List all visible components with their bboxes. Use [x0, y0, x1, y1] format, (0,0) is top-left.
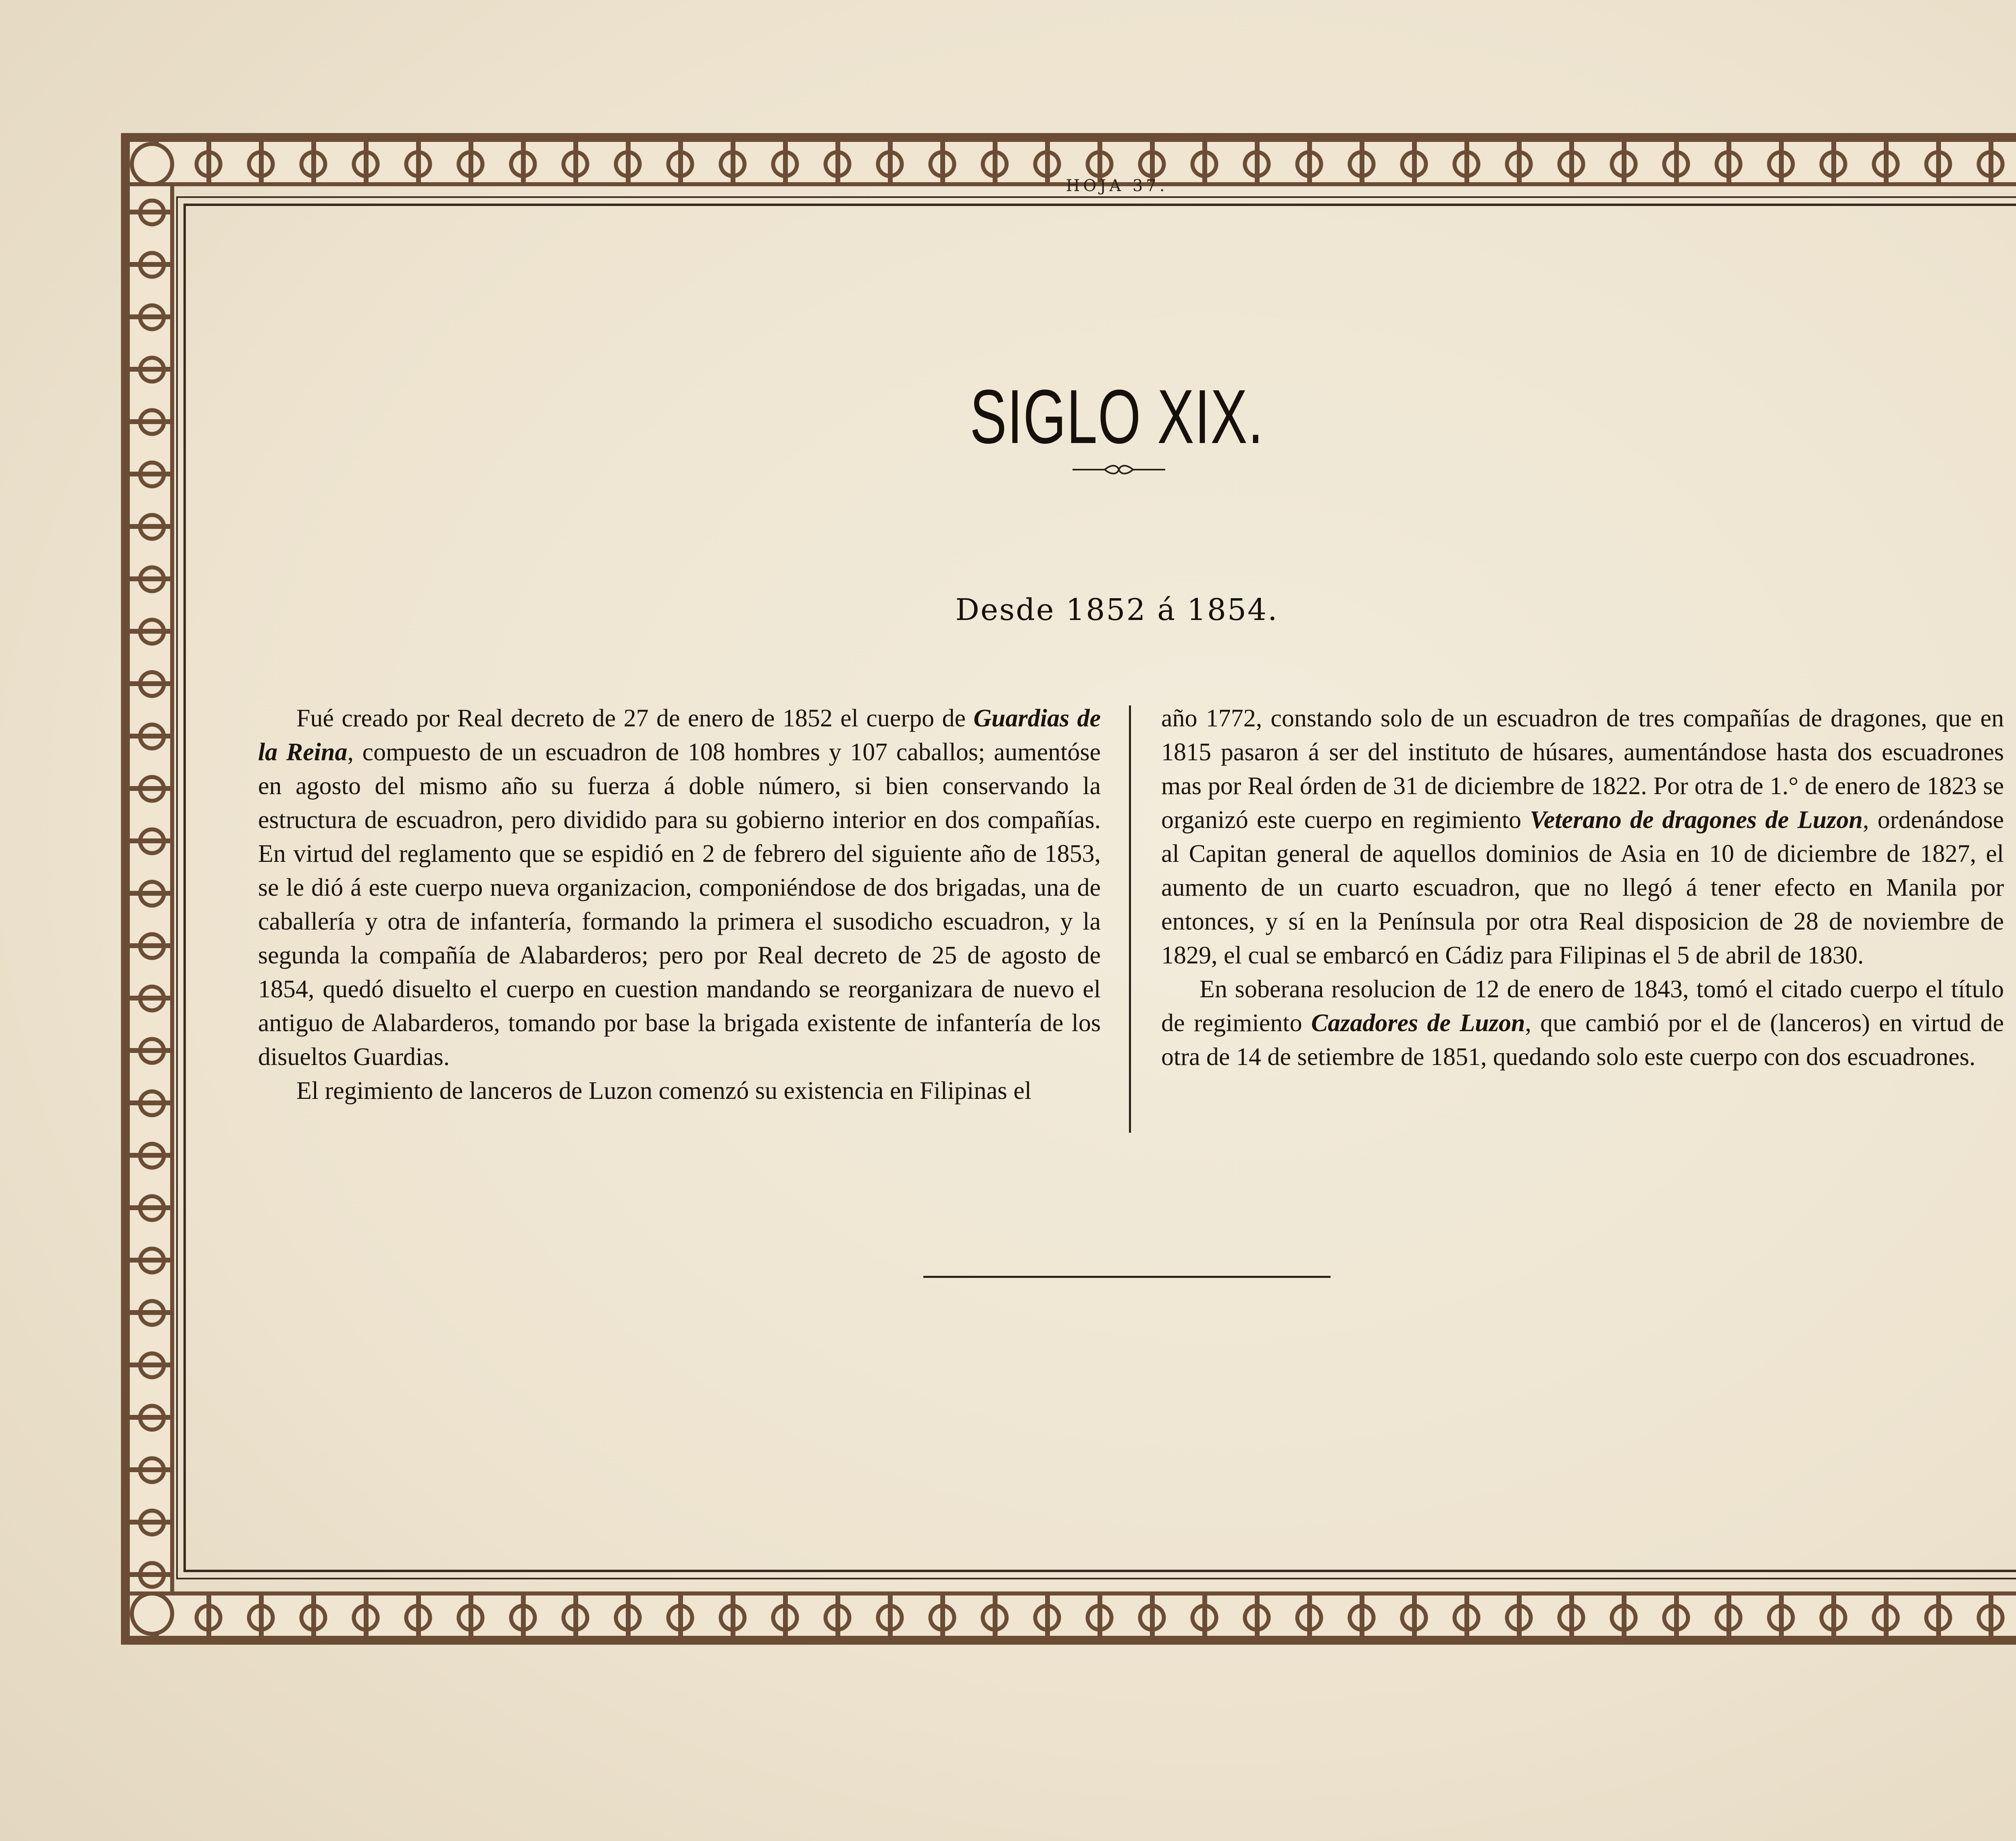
text-run: año 1772, constando solo de un escuadron de tres compañías de dragones, que en 1815 pasaron á ser del instituto de húsares, aumentándose hasta dos escuadrones mas por Real órden de 31 de diciembre de 1822. Por otra de 1.° de enero de 1823 se organizó este cuerpo en regimiento [1161, 705, 2004, 834]
ornament-band-left [130, 186, 174, 1591]
ornament-band-bottom [130, 1591, 2016, 1636]
text-run: En soberana resolucion de 12 de enero de 1843, tomó el citado cuerpo el título de regimiento [1161, 976, 2004, 1037]
date-range-subtitle: Desde 1852 á 1854. [955, 593, 1279, 627]
text-columns [258, 701, 2004, 1153]
page-title: SIGLO XIX. [970, 374, 1264, 460]
left-column [258, 701, 1101, 1108]
right-paragraph-2 [1161, 972, 2004, 1074]
left-paragraph-1 [258, 701, 1101, 1074]
text-run: , que cambió por el de (lanceros) en virtud de otra de 14 de setiembre de 1851, quedando solo este cuerpo con dos escuadrones. [1161, 1009, 2004, 1071]
text-run: , ordenándose al Capitan general de aquellos dominios de Asia en 10 de diciembre de 1827, el aumento de un cuarto escuadron, que no llegó á tener efecto en Manila por entonces, y sí en la Península por otra Real disposicion de 28 de noviembre de 1829, el cual se embarcó en Cádiz para Filipinas el 5 de abril de 1830. [1161, 806, 2004, 969]
left-paragraph-2: El regimiento de lanceros de Luzon comenzó su existencia en Filipinas el [296, 1077, 1032, 1105]
text-run: Fué creado por Real decreto de 27 de enero de 1852 el cuerpo de [296, 705, 974, 732]
sheet-label: HOJA 37. [1066, 177, 1168, 195]
italic-text-run: Guardias de la Reina [258, 705, 1101, 766]
italic-text-run: Veterano de dragones de Luzon [1530, 806, 1863, 834]
right-column [1161, 701, 2004, 1074]
column-divider [1129, 705, 1131, 1133]
flourish-icon [1073, 464, 1165, 476]
italic-text-run: Cazadores de Luzon [1311, 1009, 1525, 1037]
right-paragraph-1 [1161, 701, 2004, 972]
text-run: , compuesto de un escuadron de 108 hombres y 107 caballos; aumentóse en agosto del mismo año su fuerza á doble número, si bien conservando la estructura de escuadron, pero dividido para su gobierno interior en dos compañías. En virtud del reglamento que se espidió en 2 de febrero del siguiente año de 1853, se le dió á este cuerpo nueva organizacion, componiéndose de dos brigadas, una de caballería y otra de infantería, formando la primera el susodicho escuadron, y la segunda la compañía de Alabarderos; pero por Real decreto de 25 de agosto de 1854, quedó disuelto el cuerpo en cuestion mandando se reorganizara de nuevo el antiguo de Alabarderos, tomando por base la brigada existente de infantería de los disueltos Guardias. [258, 738, 1101, 1071]
closing-rule [923, 1276, 1331, 1278]
corner-ornament-bottom-left [130, 1591, 174, 1636]
